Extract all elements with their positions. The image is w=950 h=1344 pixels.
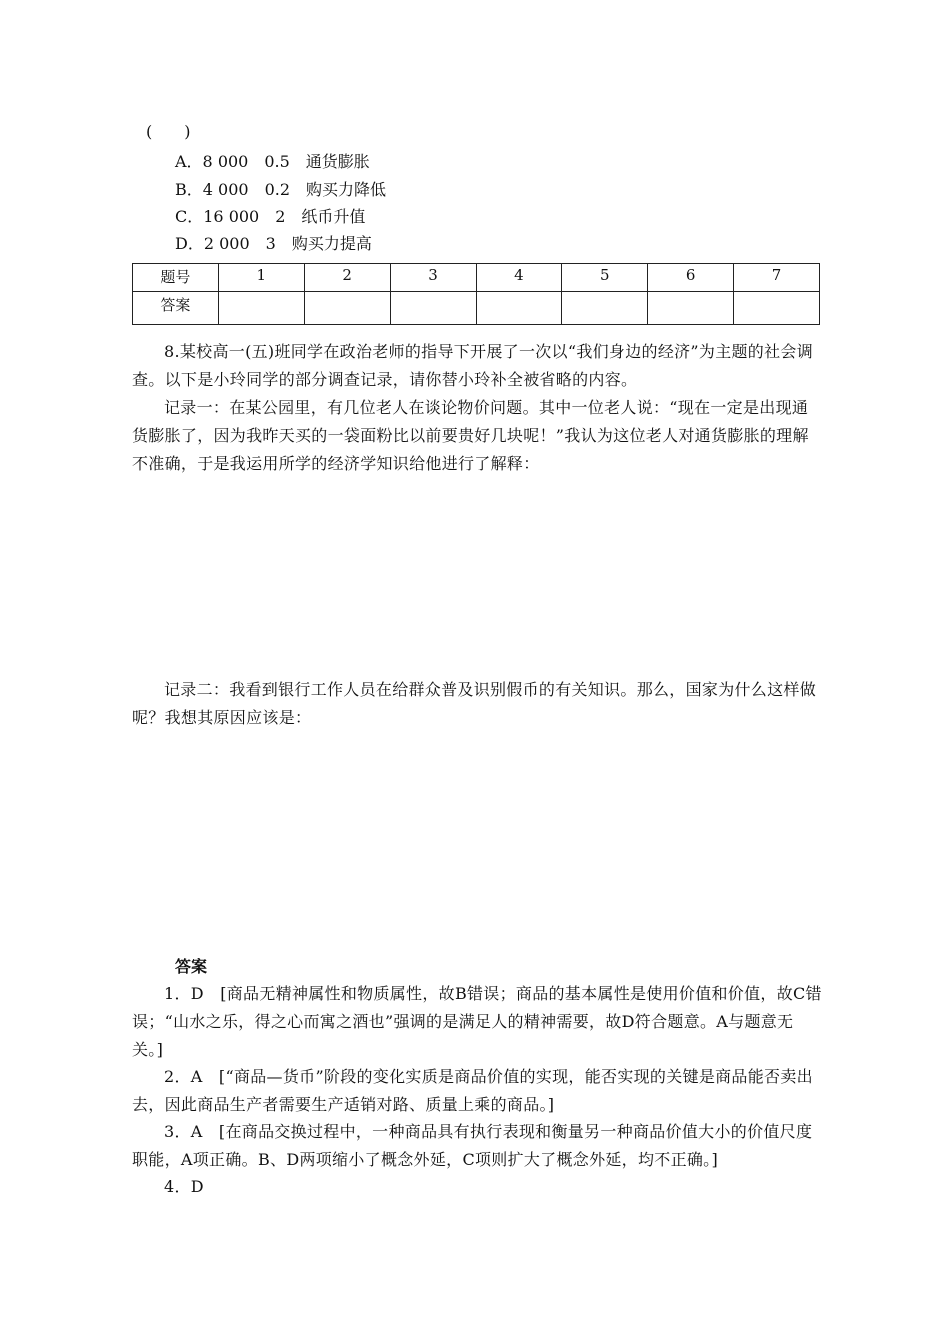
answer-blank-cell[interactable] [648, 292, 734, 325]
answer-blank-cell[interactable] [476, 292, 562, 325]
answer-blank-cell[interactable] [218, 292, 304, 325]
option-d: D．2 000 3 购买力提高 [175, 234, 372, 253]
table-header-cell: 答案 [133, 292, 219, 325]
question8-record2: 记录二：我看到银行工作人员在给群众普及识别假币的有关知识。那么，国家为什么这样做呢？我想其原因应该是： [132, 680, 817, 727]
option-b: B．4 000 0.2 购买力降低 [175, 180, 387, 199]
table-number-cell: 2 [304, 264, 390, 292]
answer-item-1: 1．D [商品无精神属性和物质属性，故B错误；商品的基本属性是使用价值和价值，故C错误；“山水之乐，得之心而寓之酒也”强调的是满足人的精神需要，故D符合题意。A与题意无关。] [132, 984, 822, 1059]
answer-blank-cell[interactable] [562, 292, 648, 325]
table-number-cell: 3 [390, 264, 476, 292]
question7-bracket: ( ) [146, 122, 191, 141]
answer-blank-cell[interactable] [734, 292, 820, 325]
answer-blank-cell[interactable] [390, 292, 476, 325]
answer-blank-cell[interactable] [304, 292, 390, 325]
table-number-cell: 5 [562, 264, 648, 292]
answers-heading: 答案 [175, 957, 208, 976]
table-number-cell: 4 [476, 264, 562, 292]
table-number-cell: 6 [648, 264, 734, 292]
table-row [133, 292, 820, 325]
question8-record1: 记录一：在某公园里，有几位老人在谈论物价问题。其中一位老人说：“现在一定是出现通货膨胀了，因为我昨天买的一袋面粉比以前要贵好几块呢！”我认为这位老人对通货膨胀的理解不准确，于是我运用所学的经济学知识给他进行了解释： [132, 398, 809, 473]
option-a: A．8 000 0.5 通货膨胀 [175, 152, 370, 171]
answer-table [132, 263, 820, 325]
option-c: C．16 000 2 纸币升值 [175, 207, 366, 226]
answer-item-4: 4．D [164, 1177, 204, 1196]
answer-item-2: 2．A [“商品—货币”阶段的变化实质是商品价值的实现，能否实现的关键是商品能否卖出去，因此商品生产者需要生产适销对路、质量上乘的商品。] [132, 1067, 813, 1114]
table-number-cell: 7 [734, 264, 820, 292]
answer-item-3: 3．A [在商品交换过程中，一种商品具有执行表现和衡量另一种商品价值大小的价值尺度职能，A项正确。B、D两项缩小了概念外延，C项则扩大了概念外延，均不正确。] [132, 1122, 813, 1169]
table-number-cell: 1 [218, 264, 304, 292]
table-row [133, 264, 820, 292]
question8-intro: 8.某校高一(五)班同学在政治老师的指导下开展了一次以“我们身边的经济”为主题的社会调查。以下是小玲同学的部分调查记录，请你替小玲补全被省略的内容。 [132, 342, 814, 389]
table-header-cell: 题号 [133, 264, 219, 292]
